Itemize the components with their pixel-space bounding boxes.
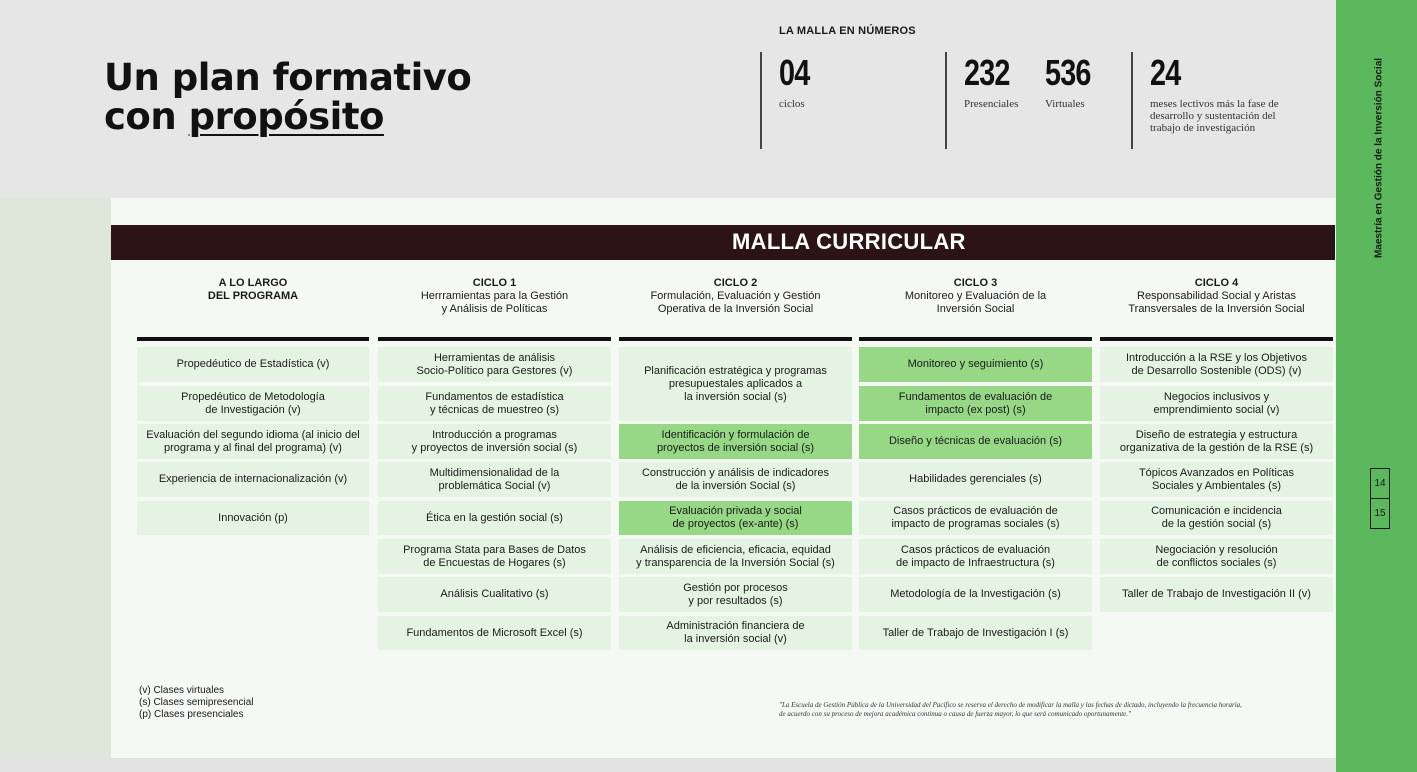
page-title (104, 58, 471, 136)
stat-virtual-label: Virtuales (1045, 98, 1085, 110)
column-rule (1100, 337, 1333, 341)
stats-divider (1131, 52, 1133, 149)
course-cell (137, 386, 369, 421)
course-name: Comunicación e incidencia de la gestión social (s) (1151, 505, 1282, 530)
course-cell (1100, 539, 1333, 574)
legend-semipresencial: (s) Clases semipresencial (139, 697, 254, 708)
course-name: Construcción y análisis de indicadores de la inversión Social (s) (641, 466, 830, 492)
course-cell (859, 462, 1092, 497)
left-band (0, 198, 111, 758)
column-rule (378, 337, 611, 341)
course-cell (378, 539, 611, 574)
column-subheading: Monitoreo y Evaluación de la (904, 290, 1047, 302)
course-cell (619, 616, 852, 650)
column-header-ciclo-1 (378, 277, 611, 316)
course-cell (1100, 462, 1333, 497)
course-name: Identificación y formulación de proyectos de inversión social (s) (656, 428, 815, 454)
vertical-program-title: Maestría en Gestión de la Inversión Social (1373, 57, 1385, 259)
legend (139, 685, 253, 721)
column-heading: DEL PROGRAMA (207, 290, 299, 302)
course-cell (1100, 577, 1333, 612)
stat-months-label (1150, 98, 1279, 134)
page-number-right: 15 (1370, 498, 1390, 529)
column-rule (859, 337, 1092, 341)
course-cell (1100, 347, 1333, 382)
course-cell (137, 347, 369, 382)
course-cell (619, 539, 852, 574)
course-name: Metodología de la Investigación (s) (890, 588, 1061, 600)
column-subheading: Responsabilidad Social y Aristas (1137, 290, 1296, 302)
column-heading: CICLO 2 (713, 277, 758, 289)
course-name: Introducción a programas y proyectos de inversión social (s) (411, 428, 578, 454)
course-cell (859, 501, 1092, 535)
course-name: Taller de Trabajo de Investigación I (s) (882, 626, 1069, 639)
stat-months-label-line: trabajo de investigación (1150, 122, 1256, 134)
course-name: Innovación (p) (218, 511, 288, 524)
course-name: Administración financiera de la inversión social (v) (666, 620, 805, 645)
course-cell (859, 539, 1092, 574)
course-name: Diseño de estrategia y estructura organizativa de la gestión de la RSE (s) (1119, 428, 1314, 454)
course-name: Negocios inclusivos y emprendimiento social (v) (1153, 390, 1280, 416)
course-cell (378, 577, 611, 612)
column-header-ciclo-2 (619, 277, 852, 316)
course-name: Diseño y técnicas de evaluación (s) (888, 435, 1063, 447)
stat-months-label-line: desarrollo y sustentación del (1150, 110, 1276, 122)
course-cell (859, 577, 1092, 612)
course-cell (619, 347, 852, 421)
course-name: Ética en la gestión social (s) (426, 511, 563, 524)
stats-divider (945, 52, 947, 149)
column-subheading: Operativa de la Inversión Social (657, 303, 814, 315)
course-cell (859, 616, 1092, 650)
course-cell (378, 616, 611, 650)
stat-presencial-value: 232 (964, 52, 1010, 93)
course-cell (1100, 501, 1333, 535)
column-rule (619, 337, 852, 341)
course-name: Experiencia de internacionalización (v) (158, 473, 348, 485)
disclaimer-line: "La Escuela de Gestión Pública de la Universidad del Pacífico se reserva el derecho de modificar la malla y las fechas de dictado, incluyendo la frecuencia horaria, (779, 701, 1242, 709)
column-heading: A LO LARGO (218, 277, 288, 289)
course-cell (378, 462, 611, 497)
column-subheading: y Análisis de Políticas (441, 303, 548, 315)
course-name: Análisis Cualitativo (s) (440, 588, 549, 600)
course-name: Propedéutico de Metodología de Investigación (v) (181, 390, 325, 416)
course-name: Gestión por procesos y por resultados (s) (683, 581, 788, 607)
course-name: Introducción a la RSE y los Objetivos de Desarrollo Sostenible (ODS) (v) (1126, 351, 1307, 377)
column-heading: CICLO 1 (472, 277, 517, 289)
course-cell-highlighted (619, 501, 852, 535)
course-name: Planificación estratégica y programas presupuestales aplicados a la inversión social (s) (644, 364, 827, 403)
stat-months-label-line: meses lectivos más la fase de (1150, 98, 1279, 110)
course-cell (619, 577, 852, 612)
legend-presencial: (p) Clases presenciales (139, 709, 244, 720)
column-rule (137, 337, 369, 341)
column-heading: CICLO 4 (1194, 277, 1239, 289)
title-line-2-prefix: con (104, 95, 189, 138)
course-cell (378, 386, 611, 421)
disclaimer-line: de acuerdo con su proceso de mejora académica continua o causa de fuerza mayor, lo que será comunicado oportunamente." (779, 710, 1131, 718)
column-header-ciclo-4 (1100, 277, 1333, 316)
column-subheading: Transversales de la Inversión Social (1128, 303, 1305, 315)
disclaimer (779, 701, 1309, 719)
course-cell (1100, 424, 1333, 459)
column-subheading: Herrramientas para la Gestión (420, 290, 569, 302)
course-cell-highlighted (619, 424, 852, 459)
stat-cycles-label: ciclos (779, 98, 805, 110)
course-name: Habilidades gerenciales (s) (909, 473, 1042, 485)
column-heading: CICLO 3 (953, 277, 998, 289)
course-name: Herramientas de análisis Socio-Político para Gestores (v) (416, 351, 573, 377)
course-cell-highlighted (859, 424, 1092, 459)
course-name: Multidimensionalidad de la problemática Social (v) (429, 466, 560, 492)
column-subheading: Inversión Social (936, 303, 1015, 315)
stats-divider (760, 52, 762, 149)
title-line-2-underlined: propósito (188, 95, 384, 138)
curriculum-title: MALLA CURRICULAR (732, 229, 966, 254)
course-cell (137, 462, 369, 497)
course-name: Fundamentos de Microsoft Excel (s) (406, 626, 583, 639)
course-cell (137, 501, 369, 535)
column-subheading: Formulación, Evaluación y Gestión (650, 290, 821, 302)
course-name: Negociación y resolución de conflictos sociales (s) (1155, 543, 1278, 569)
bottom-strip (0, 758, 1336, 772)
course-cell-highlighted (859, 386, 1092, 421)
curriculum-banner (111, 225, 1335, 260)
course-cell (378, 347, 611, 382)
title-line-1: Un plan formativo (104, 56, 472, 99)
course-name: Fundamentos de estadística y técnicas de muestreo (s) (425, 390, 564, 416)
column-header-ciclo-3 (859, 277, 1092, 316)
course-name: Taller de Trabajo de Investigación II (v) (1122, 588, 1311, 600)
page-number-left: 14 (1370, 468, 1390, 499)
stat-virtual-value: 536 (1045, 52, 1091, 93)
course-name: Tópicos Avanzados en Políticas Sociales y Ambientales (s) (1138, 466, 1295, 492)
course-cell (378, 501, 611, 535)
course-name: Análisis de eficiencia, eficacia, equidad y transparencia de la Inversión Social (s) (636, 543, 835, 569)
course-cell (619, 462, 852, 497)
course-name: Casos prácticos de evaluación de impacto de programas sociales (s) (891, 505, 1060, 530)
course-cell-highlighted (859, 347, 1092, 382)
stats-heading: LA MALLA EN NÚMEROS (779, 25, 916, 37)
column-header-program (137, 277, 369, 303)
course-name: Casos prácticos de evaluación de impacto de Infraestructura (s) (896, 543, 1055, 569)
course-cell (378, 424, 611, 459)
course-name: Fundamentos de evaluación de impacto (ex post) (s) (898, 390, 1053, 416)
course-name: Evaluación del segundo idioma (al inicio del programa y al final del programa) (v) (146, 428, 360, 454)
course-name: Evaluación privada y social de proyectos (ex-ante) (s) (669, 505, 802, 530)
stat-presencial-label: Presenciales (964, 98, 1019, 110)
course-name: Propedéutico de Estadística (v) (176, 358, 330, 370)
course-cell (1100, 386, 1333, 421)
course-cell (137, 424, 369, 459)
course-name: Monitoreo y seguimiento (s) (907, 358, 1044, 370)
legend-virtual: (v) Clases virtuales (139, 685, 225, 696)
stat-cycles-value: 04 (779, 52, 810, 93)
stat-months-value: 24 (1150, 52, 1181, 93)
course-name: Programa Stata para Bases de Datos de Encuestas de Hogares (s) (403, 543, 586, 569)
